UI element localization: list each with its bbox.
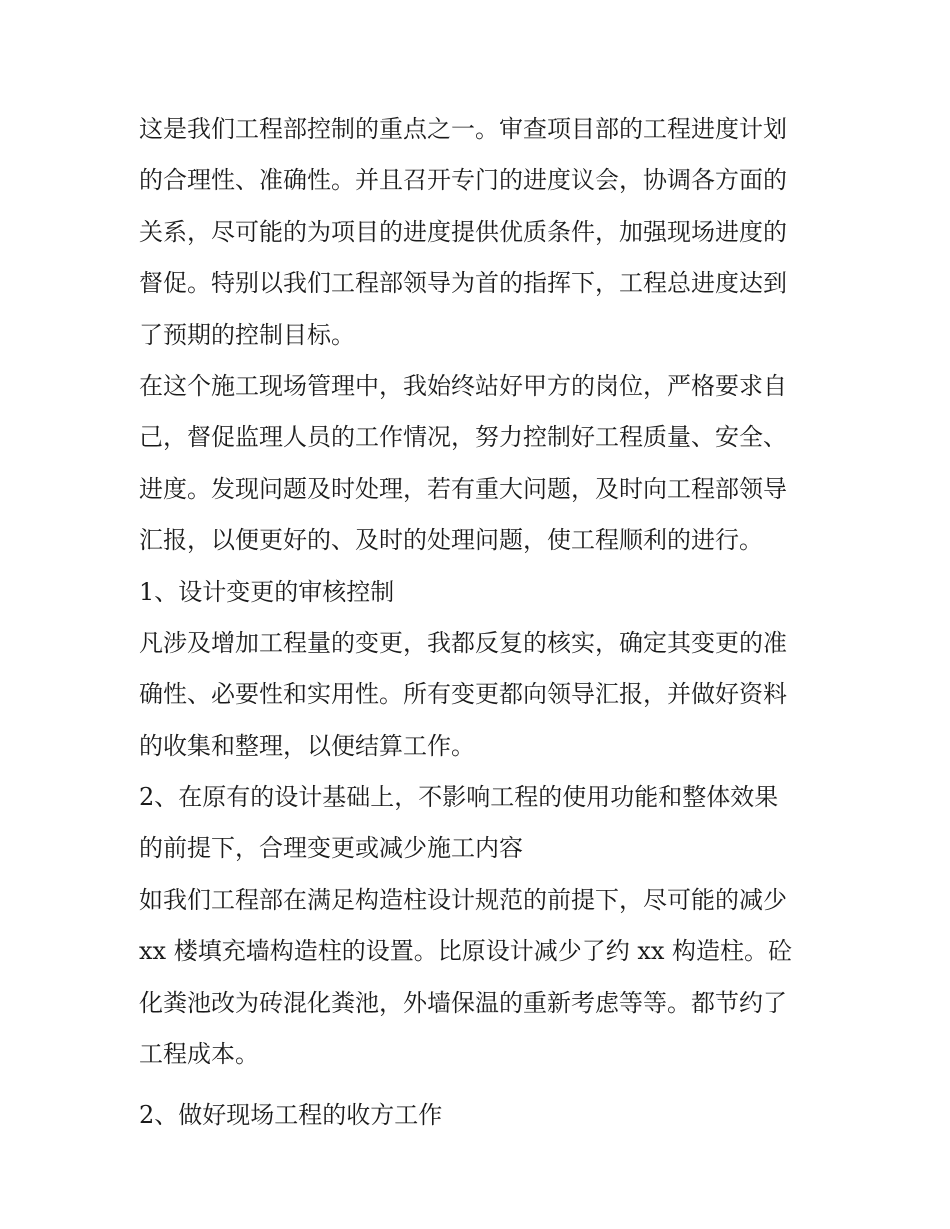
document-body	[139, 104, 813, 1142]
text-line: 了预期的控制目标。	[139, 320, 355, 349]
text-line: 关系，尽可能的为项目的进度提供优质条件，加强现场进度的	[139, 217, 787, 246]
text-line: 的收集和整理，以便结算工作。	[139, 731, 475, 760]
text-line: 督促。特别以我们工程部领导为首的指挥下，工程总进度达到	[139, 269, 787, 298]
text-line: 汇报，以便更好的、及时的处理问题，使工程顺利的进行。	[139, 526, 763, 555]
text-line: 如我们工程部在满足构造柱设计规范的前提下，尽可能的减少	[139, 885, 787, 914]
text-line: 这是我们工程部控制的重点之一。审查项目部的工程进度计划	[139, 115, 787, 143]
text-line: 己，督促监理人员的工作情况，努力控制好工程质量、安全、	[139, 423, 787, 452]
section-heading: 1、设计变更的审核控制	[139, 577, 395, 606]
text-line: 在这个施工现场管理中，我始终站好甲方的岗位，严格要求自	[139, 371, 787, 400]
text-line: xx 楼填充墙构造柱的设置。比原设计减少了约 xx 构造柱。砼	[139, 937, 793, 966]
text-line: 确性、必要性和实用性。所有变更都向领导汇报，并做好资料	[139, 680, 787, 709]
section-heading: 2、在原有的设计基础上，不影响工程的使用功能和整体效果	[139, 783, 779, 812]
text-line: 进度。发现问题及时处理，若有重大问题，及时向工程部领导	[139, 474, 787, 503]
section-heading: 2、做好现场工程的收方工作	[139, 1101, 443, 1130]
text-line: 凡涉及增加工程量的变更，我都反复的核实，确定其变更的准	[139, 628, 787, 657]
section-heading: 的前提下，合理变更或减少施工内容	[139, 834, 523, 863]
text-line: 工程成本。	[139, 1040, 259, 1069]
text-line: 化粪池改为砖混化粪池，外墙保温的重新考虑等等。都节约了	[139, 988, 787, 1017]
text-line: 的合理性、准确性。并且召开专门的进度议会，协调各方面的	[139, 166, 787, 195]
